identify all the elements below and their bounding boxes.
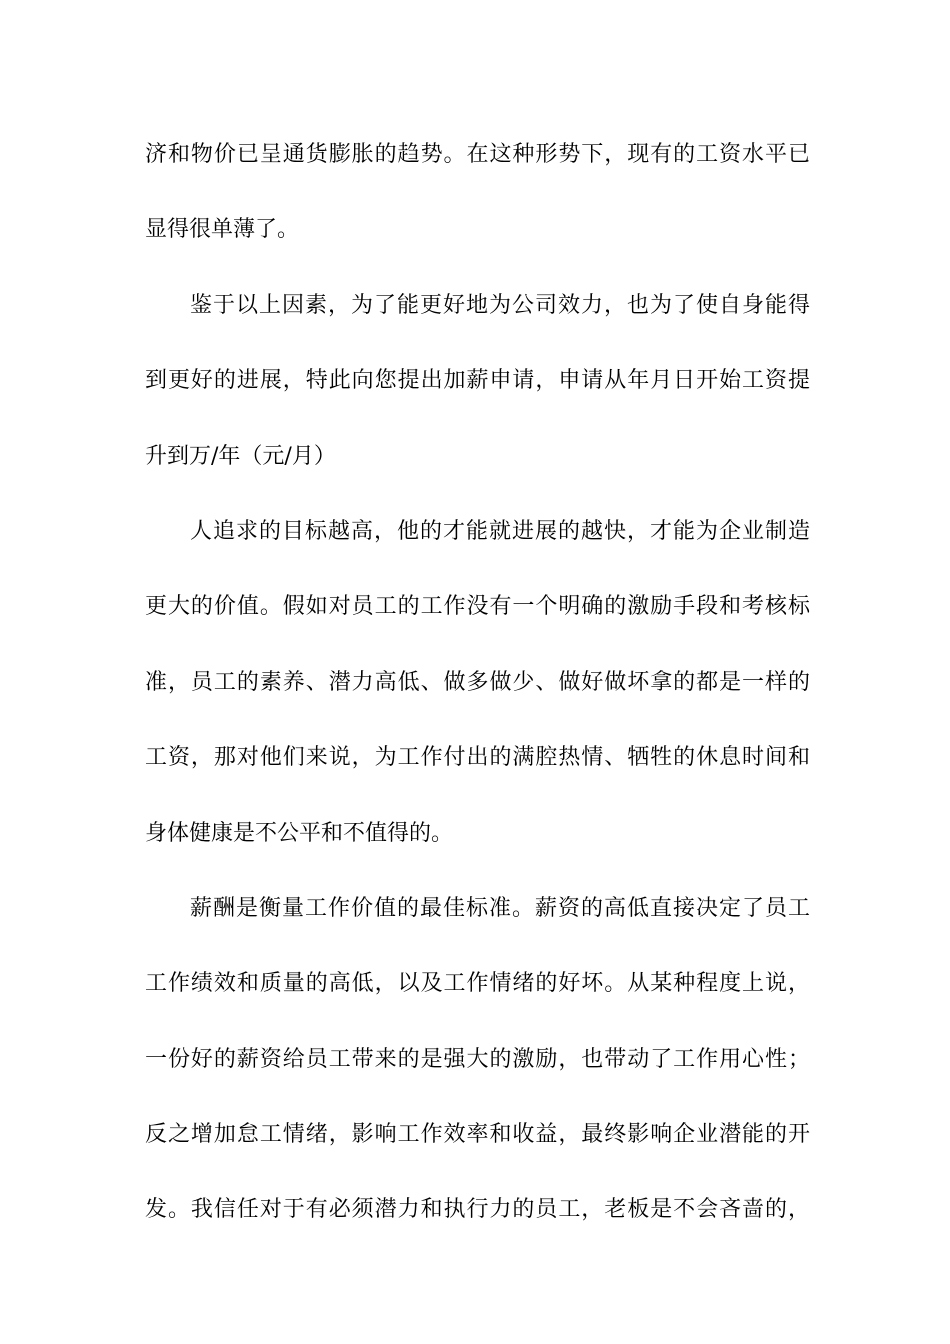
paragraph-start-line: 人追求的目标越高，他的才能就进展的越快，才能为企业制造 xyxy=(190,518,810,544)
text-line: 身体健康是不公平和不值得的。 xyxy=(145,820,454,846)
text-line: 更大的价值。假如对员工的工作没有一个明确的激励手段和考核标 xyxy=(145,594,810,620)
text-line: 显得很单薄了。 xyxy=(145,217,300,243)
paragraph-start-line: 鉴于以上因素，为了能更好地为公司效力，也为了使自身能得 xyxy=(190,292,810,318)
text-line: 准，员工的素养、潜力高低、做多做少、做好做坏拿的都是一样的 xyxy=(145,669,810,695)
text-line: 发。我信任对于有必须潜力和执行力的员工，老板是不会吝啬的， xyxy=(145,1197,810,1223)
text-line: 一份好的薪资给员工带来的是强大的激励，也带动了工作用心性； xyxy=(145,1046,810,1072)
text-line: 反之增加怠工情绪，影响工作效率和收益，最终影响企业潜能的开 xyxy=(145,1122,810,1148)
text-line: 升到万/年（元/月） xyxy=(145,443,336,469)
paragraph-start-line: 薪酬是衡量工作价值的最佳标准。薪资的高低直接决定了员工 xyxy=(190,895,810,921)
text-line: 工资，那对他们来说，为工作付出的满腔热情、牺牲的休息时间和 xyxy=(145,745,810,771)
text-line: 工作绩效和质量的高低，以及工作情绪的好坏。从某种程度上说， xyxy=(145,971,810,997)
text-line: 济和物价已呈通货膨胀的趋势。在这种形势下，现有的工资水平已 xyxy=(145,142,810,167)
body-text xyxy=(145,117,810,1248)
text-line: 到更好的进展，特此向您提出加薪申请，申请从年月日开始工资提 xyxy=(145,368,810,394)
